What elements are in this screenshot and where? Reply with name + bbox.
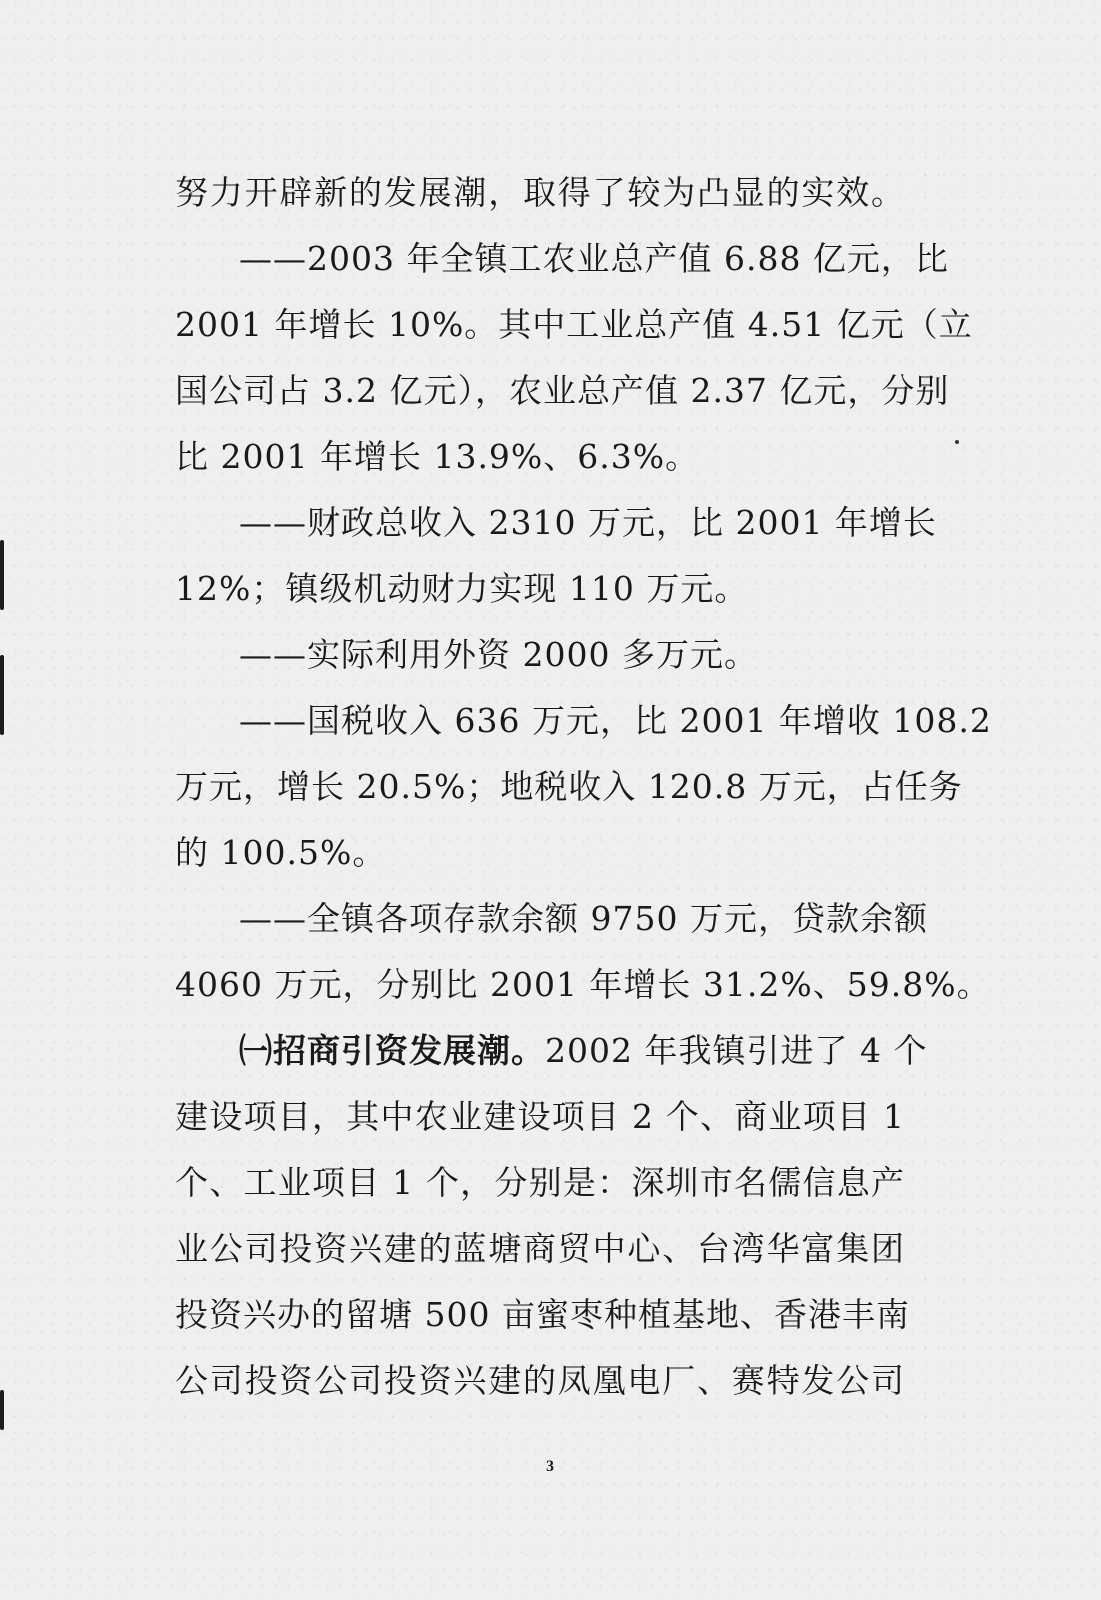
text-line: 公司投资公司投资兴建的凤凰电厂、赛特发公司 (175, 1361, 905, 1400)
text-line: 万元，增长 20.5%；地税收入 120.8 万元，占任务 (175, 767, 963, 806)
page-number: 3 (546, 1458, 554, 1475)
scan-edge-mark (0, 1390, 4, 1430)
text-line: 建设项目，其中农业建设项目 2 个、商业项目 1 (175, 1097, 905, 1136)
section-line (175, 1018, 928, 1084)
text-line: ——全镇各项存款余额 9750 万元，贷款余额 (239, 899, 928, 938)
text-line: 2001 年增长 10%。其中工业总产值 4.51 亿元（立 (175, 305, 973, 344)
text-line: 投资兴办的留塘 500 亩蜜枣种植基地、香港丰南 (175, 1295, 910, 1334)
text-line: ——财政总收入 2310 万元，比 2001 年增长 (239, 503, 937, 542)
text-line: 个、工业项目 1 个，分别是：深圳市名儒信息产 (175, 1163, 905, 1202)
text-line: ——2003 年全镇工农业总产值 6.88 亿元，比 (239, 239, 949, 278)
section-heading: ㈠招商引资发展潮。 (239, 1031, 545, 1070)
text-line: 业公司投资兴建的蓝塘商贸中心、台湾华富集团 (175, 1229, 905, 1268)
text-line: 4060 万元，分别比 2001 年增长 31.2%、59.8%。 (175, 965, 991, 1004)
text-line: 比 2001 年增长 13.9%、6.3%。 (175, 437, 700, 476)
text-line: 12%；镇级机动财力实现 110 万元。 (175, 569, 749, 608)
scan-edge-mark (0, 655, 4, 735)
scan-speck (955, 440, 959, 444)
section-line-text: 2002 年我镇引进了 4 个 (545, 1031, 928, 1070)
text-line: 努力开辟新的发展潮，取得了较为凸显的实效。 (175, 173, 905, 212)
body-text (175, 160, 992, 1414)
scan-edge-mark (0, 540, 4, 610)
text-line: 国公司占 3.2 亿元），农业总产值 2.37 亿元，分别 (175, 371, 950, 410)
text-line: 的 100.5%。 (175, 833, 387, 872)
text-line: ——实际利用外资 2000 多万元。 (239, 635, 758, 674)
text-line: ——国税收入 636 万元，比 2001 年增收 108.2 (239, 701, 992, 740)
